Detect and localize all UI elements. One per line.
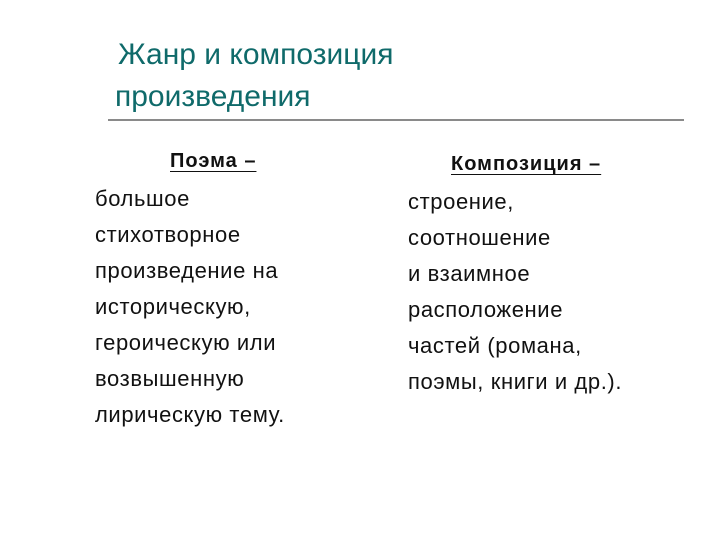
term-poema: Поэма –	[170, 150, 257, 172]
definition-line: строение,	[408, 189, 514, 214]
definition-line: историческую,	[95, 294, 251, 319]
slide-title-line-2: произведения	[115, 80, 311, 113]
slide-title	[115, 34, 394, 118]
definition-line: соотношение	[408, 225, 551, 250]
definition-line: расположение	[408, 297, 564, 322]
definition-kompozitsiya	[408, 150, 708, 400]
definition-line: поэмы, книги и др.).	[408, 369, 623, 394]
definition-line: и взаимное	[408, 261, 531, 286]
definition-line: возвышенную	[95, 366, 245, 391]
definition-kompozitsiya-text	[408, 184, 708, 400]
definition-line: частей (романа,	[408, 333, 582, 358]
title-divider	[108, 119, 684, 121]
definition-poema-text	[95, 181, 395, 433]
definition-line: стихотворное	[95, 222, 241, 247]
definition-poema	[95, 147, 395, 433]
slide-title-line-1: Жанр и композиция	[118, 38, 394, 71]
definition-line: большое	[95, 186, 190, 211]
term-kompozitsiya: Композиция –	[451, 153, 602, 175]
definition-line: лирическую тему.	[95, 402, 285, 427]
definition-line: героическую или	[95, 330, 277, 355]
definition-line: произведение на	[95, 258, 279, 283]
